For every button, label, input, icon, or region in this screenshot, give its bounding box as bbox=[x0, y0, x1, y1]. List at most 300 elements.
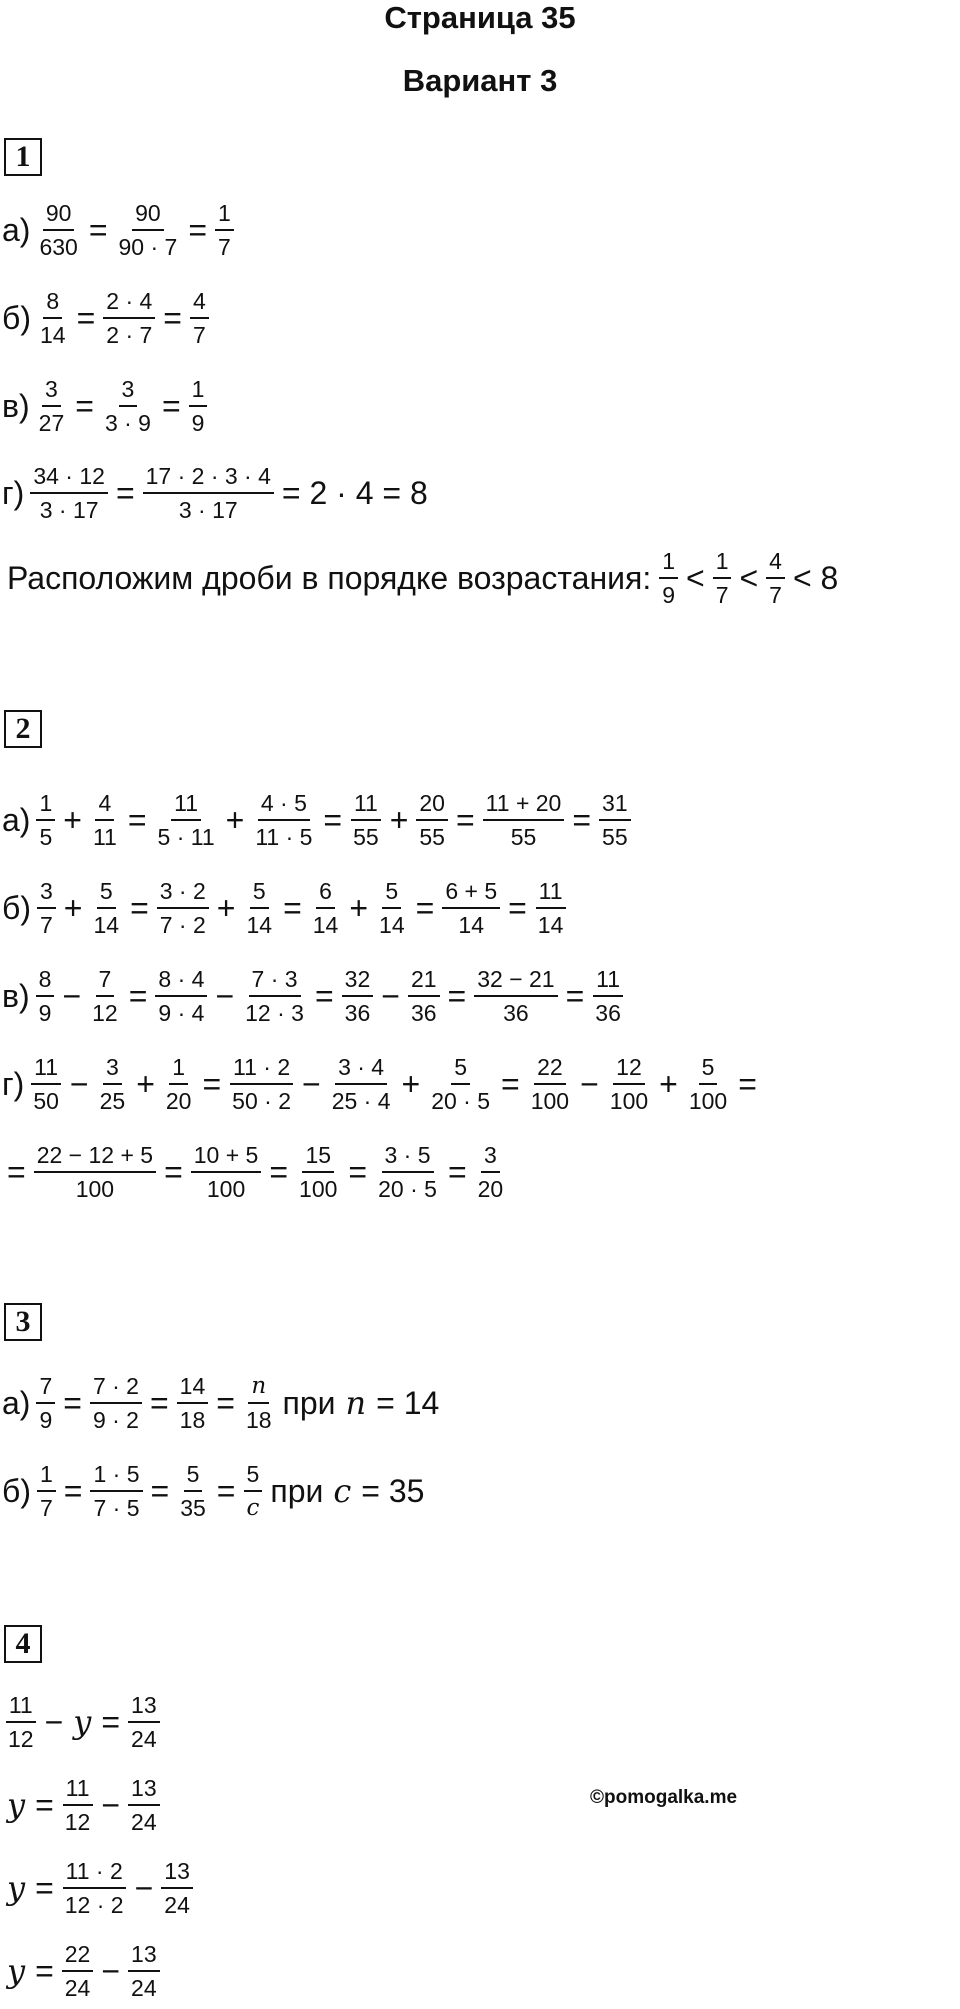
fraction bbox=[143, 463, 274, 523]
item-label: г) bbox=[2, 1065, 25, 1102]
operator: − bbox=[62, 977, 82, 1014]
operator: = bbox=[75, 387, 94, 424]
item-label: в) bbox=[2, 977, 30, 1014]
numerator: 11 bbox=[593, 966, 623, 997]
fraction bbox=[376, 878, 408, 938]
fraction bbox=[90, 1373, 142, 1433]
denominator: 36 bbox=[595, 1000, 621, 1026]
operator: + bbox=[216, 889, 236, 926]
denominator: 50 · 2 bbox=[232, 1088, 291, 1114]
numerator: 4 · 5 bbox=[258, 790, 310, 821]
denominator: 7 bbox=[192, 322, 206, 348]
numerator: 13 bbox=[128, 1775, 160, 1806]
operator: = bbox=[501, 1065, 520, 1102]
numerator: n bbox=[248, 1373, 269, 1404]
fraction bbox=[599, 790, 631, 850]
denominator: 14 bbox=[39, 322, 66, 348]
numerator: 11 bbox=[536, 878, 566, 909]
denominator: 55 bbox=[602, 824, 628, 850]
fraction bbox=[252, 790, 315, 850]
fraction bbox=[483, 790, 565, 850]
numerator: 17 · 2 · 3 · 4 bbox=[143, 463, 274, 494]
fraction bbox=[90, 790, 120, 850]
denominator: 3 · 17 bbox=[178, 497, 238, 523]
operator: − bbox=[44, 1703, 64, 1740]
denominator: 9 bbox=[191, 410, 205, 436]
operator: − bbox=[302, 1065, 321, 1102]
item-label: а) bbox=[2, 801, 31, 838]
fraction bbox=[189, 376, 208, 436]
equation-line bbox=[2, 288, 212, 348]
numerator: 11 · 2 bbox=[63, 1858, 126, 1889]
numerator: 11 bbox=[171, 790, 201, 821]
operator: = bbox=[216, 1384, 235, 1421]
fraction bbox=[686, 1054, 730, 1114]
item-label: г) bbox=[2, 474, 25, 511]
denominator: 55 bbox=[510, 824, 537, 850]
operator: = bbox=[161, 387, 181, 424]
numerator: 14 bbox=[177, 1373, 209, 1404]
operator: = bbox=[455, 801, 475, 838]
fraction bbox=[36, 376, 68, 436]
operator: − bbox=[381, 977, 400, 1014]
fraction bbox=[191, 1142, 262, 1202]
variant-title: Вариант 3 bbox=[402, 63, 558, 98]
numerator: 31 bbox=[599, 790, 631, 821]
operator: = bbox=[76, 299, 96, 336]
fraction bbox=[102, 376, 154, 436]
fraction bbox=[659, 548, 678, 608]
numerator: 1 bbox=[189, 376, 208, 407]
equation-line bbox=[2, 790, 634, 850]
fraction bbox=[34, 1142, 156, 1202]
denominator: 90 · 7 bbox=[118, 234, 178, 260]
numerator: 3 bbox=[103, 1054, 122, 1085]
fraction bbox=[62, 1858, 127, 1918]
operator: − bbox=[215, 977, 235, 1014]
fraction bbox=[161, 1858, 193, 1918]
operator: < bbox=[686, 559, 705, 596]
denominator: 14 bbox=[246, 912, 273, 938]
numerator: 1 bbox=[169, 1054, 188, 1085]
denominator: 50 bbox=[33, 1088, 59, 1114]
fraction bbox=[90, 878, 122, 938]
operator: = bbox=[101, 1703, 121, 1740]
operator: < bbox=[739, 559, 759, 596]
numerator: 5 bbox=[451, 1054, 470, 1085]
fraction bbox=[375, 1142, 440, 1202]
denominator: 25 bbox=[99, 1088, 126, 1114]
fraction bbox=[350, 790, 382, 850]
fraction bbox=[242, 966, 307, 1026]
fraction bbox=[163, 1054, 195, 1114]
equation-line bbox=[2, 376, 210, 436]
denominator: 9 · 2 bbox=[92, 1407, 139, 1433]
operator: − bbox=[134, 1869, 154, 1906]
equation-line bbox=[2, 1054, 762, 1114]
variable: y bbox=[7, 1869, 26, 1907]
text: < 8 bbox=[792, 559, 839, 596]
denominator: 20 · 5 bbox=[431, 1088, 491, 1114]
denominator: 100 bbox=[688, 1088, 728, 1114]
denominator: 9 bbox=[39, 1407, 53, 1433]
numerator: 3 · 4 bbox=[335, 1054, 387, 1085]
numerator: 3 bbox=[481, 1142, 500, 1173]
fraction bbox=[607, 1054, 651, 1114]
denominator: 14 bbox=[458, 912, 484, 938]
numerator: 15 bbox=[302, 1142, 334, 1173]
denominator: 12 · 2 bbox=[64, 1892, 124, 1918]
denominator: 12 · 3 bbox=[245, 1000, 304, 1026]
fraction bbox=[177, 1461, 209, 1521]
operator: = bbox=[127, 801, 147, 838]
operator: = bbox=[314, 977, 334, 1014]
equation-line bbox=[2, 1373, 444, 1433]
numerator: 10 + 5 bbox=[191, 1142, 262, 1173]
fraction bbox=[428, 1054, 493, 1114]
equation-line bbox=[2, 200, 237, 260]
operator: = bbox=[348, 1153, 368, 1190]
fraction bbox=[128, 1775, 160, 1835]
numerator: 3 bbox=[42, 376, 61, 407]
denominator: 14 bbox=[537, 912, 564, 938]
numerator: 22 − 12 + 5 bbox=[34, 1142, 156, 1173]
numerator: 5 bbox=[382, 878, 401, 909]
equation-line bbox=[2, 1461, 429, 1521]
fraction bbox=[62, 1775, 94, 1835]
fraction bbox=[243, 878, 275, 938]
fraction bbox=[310, 878, 342, 938]
numerator: 2 · 4 bbox=[103, 288, 155, 319]
fraction bbox=[62, 1941, 94, 2001]
fraction bbox=[103, 288, 155, 348]
fraction bbox=[90, 1461, 142, 1521]
denominator: 24 bbox=[131, 1726, 157, 1752]
watermark: ©pomogalka.me bbox=[590, 1787, 738, 1808]
fraction bbox=[128, 1941, 160, 2001]
operator: + bbox=[63, 889, 83, 926]
denominator: 630 bbox=[39, 234, 78, 260]
numerator: 90 bbox=[43, 200, 75, 231]
denominator: 5 · 11 bbox=[157, 824, 215, 850]
operator: − bbox=[69, 1065, 89, 1102]
numerator: 13 bbox=[128, 1941, 160, 1972]
task-number-box: 1 bbox=[4, 138, 42, 176]
fraction bbox=[243, 1373, 275, 1433]
numerator: 11 · 2 bbox=[230, 1054, 293, 1085]
fraction bbox=[475, 1142, 507, 1202]
denominator: 2 · 7 bbox=[106, 322, 153, 348]
variable: n bbox=[345, 1384, 367, 1422]
denominator: 12 bbox=[64, 1809, 91, 1835]
operator: = bbox=[115, 474, 135, 511]
denominator: 100 bbox=[75, 1176, 115, 1202]
fraction bbox=[36, 790, 55, 850]
fraction bbox=[97, 1054, 129, 1114]
text: = 2 · 4 = 8 bbox=[281, 474, 428, 511]
fraction bbox=[474, 966, 557, 1026]
numerator: 3 · 5 bbox=[382, 1142, 434, 1173]
fraction bbox=[243, 1461, 262, 1521]
denominator: 9 bbox=[662, 582, 675, 608]
variable: y bbox=[7, 1952, 26, 1990]
fraction bbox=[190, 288, 209, 348]
fraction bbox=[37, 1461, 56, 1521]
item-label: б) bbox=[2, 299, 31, 336]
fraction bbox=[535, 878, 567, 938]
operator: − bbox=[580, 1065, 599, 1102]
text: Расположим дроби в порядке возрастания: bbox=[7, 559, 652, 596]
operator: − bbox=[101, 1786, 121, 1823]
numerator: 3 · 2 bbox=[157, 878, 209, 909]
task-number-box: 2 bbox=[4, 710, 42, 748]
operator: = bbox=[415, 889, 435, 926]
denominator: 9 bbox=[38, 1000, 52, 1026]
equation-line bbox=[2, 548, 843, 608]
numerator: 1 bbox=[37, 1461, 56, 1492]
fraction bbox=[36, 966, 55, 1026]
denominator: 35 bbox=[180, 1495, 206, 1521]
denominator: 100 bbox=[206, 1176, 246, 1202]
numerator: 7 · 3 bbox=[249, 966, 301, 997]
numerator: 6 + 5 bbox=[442, 878, 500, 909]
numerator: 11 bbox=[351, 790, 381, 821]
numerator: 7 bbox=[96, 966, 115, 997]
operator: = bbox=[447, 1153, 467, 1190]
fraction bbox=[128, 1692, 160, 1752]
fraction bbox=[37, 288, 69, 348]
numerator: 11 bbox=[63, 1775, 93, 1806]
operator: = bbox=[202, 1065, 222, 1102]
page-title: Страница 35 bbox=[384, 0, 576, 35]
denominator: 7 bbox=[218, 234, 231, 260]
denominator: 55 bbox=[353, 824, 379, 850]
numerator: 20 bbox=[416, 790, 448, 821]
operator: = bbox=[63, 1384, 82, 1421]
denominator: 18 bbox=[179, 1407, 206, 1433]
numerator: 7 · 2 bbox=[90, 1373, 142, 1404]
operator: = bbox=[128, 977, 148, 1014]
numerator: 1 bbox=[713, 548, 732, 579]
operator: = bbox=[150, 1472, 170, 1509]
variable: y bbox=[73, 1703, 92, 1741]
denominator: 24 bbox=[164, 1892, 190, 1918]
denominator: 100 bbox=[609, 1088, 649, 1114]
operator: = bbox=[149, 1384, 169, 1421]
numerator: 22 bbox=[534, 1054, 566, 1085]
denominator: 12 bbox=[92, 1000, 118, 1026]
operator: = bbox=[323, 801, 343, 838]
numerator: 5 bbox=[97, 878, 116, 909]
fraction bbox=[30, 463, 108, 523]
fraction bbox=[30, 1054, 62, 1114]
operator: = bbox=[508, 889, 527, 926]
denominator: c bbox=[246, 1495, 260, 1521]
fraction bbox=[329, 1054, 394, 1114]
variable: c bbox=[333, 1472, 352, 1510]
numerator: 11 bbox=[6, 1692, 36, 1723]
numerator: 13 bbox=[161, 1858, 193, 1889]
numerator: 3 bbox=[37, 878, 56, 909]
denominator: 20 bbox=[477, 1176, 504, 1202]
denominator: 55 bbox=[419, 824, 445, 850]
denominator: 3 · 9 bbox=[104, 410, 151, 436]
equation-line bbox=[2, 1941, 163, 2001]
denominator: 11 · 5 bbox=[255, 824, 313, 850]
denominator: 7 · 5 bbox=[93, 1495, 140, 1521]
numerator: 22 bbox=[62, 1941, 94, 1972]
denominator: 7 bbox=[39, 912, 53, 938]
fraction bbox=[37, 878, 56, 938]
numerator: 8 bbox=[43, 288, 62, 319]
item-label: а) bbox=[2, 211, 31, 248]
denominator: 14 bbox=[379, 912, 405, 938]
denominator: 24 bbox=[131, 1809, 157, 1835]
operator: = bbox=[447, 977, 467, 1014]
operator: = bbox=[565, 977, 585, 1014]
text: = 35 bbox=[361, 1472, 425, 1509]
numerator: 5 bbox=[184, 1461, 203, 1492]
denominator: 14 bbox=[312, 912, 339, 938]
denominator: 7 bbox=[39, 1495, 53, 1521]
operator: = bbox=[7, 1153, 26, 1190]
denominator: 24 bbox=[64, 1975, 91, 2001]
operator: = bbox=[35, 1869, 54, 1906]
denominator: 7 bbox=[769, 582, 782, 608]
denominator: 27 bbox=[38, 410, 65, 436]
equation-line bbox=[2, 1775, 163, 1835]
equation-line bbox=[2, 966, 627, 1026]
operator: = bbox=[216, 1472, 236, 1509]
denominator: 36 bbox=[344, 1000, 371, 1026]
text: при bbox=[270, 1472, 324, 1509]
numerator: 5 bbox=[244, 1461, 263, 1492]
operator: + bbox=[389, 801, 409, 838]
operator: − bbox=[101, 1952, 121, 1989]
denominator: 100 bbox=[530, 1088, 570, 1114]
text: при bbox=[282, 1384, 336, 1421]
item-label: в) bbox=[2, 387, 30, 424]
numerator: 1 bbox=[659, 548, 678, 579]
operator: = bbox=[269, 1153, 289, 1190]
numerator: 4 bbox=[95, 790, 114, 821]
numerator: 4 bbox=[190, 288, 209, 319]
operator: = bbox=[130, 889, 149, 926]
operator: = bbox=[572, 801, 592, 838]
equation-line bbox=[2, 1858, 196, 1918]
fraction bbox=[177, 1373, 209, 1433]
fraction bbox=[528, 1054, 572, 1114]
numerator: 11 + 20 bbox=[483, 790, 565, 821]
fraction bbox=[155, 790, 218, 850]
numerator: 5 bbox=[699, 1054, 718, 1085]
fraction bbox=[36, 200, 80, 260]
denominator: 20 bbox=[165, 1088, 192, 1114]
fraction bbox=[442, 878, 500, 938]
denominator: 20 · 5 bbox=[378, 1176, 437, 1202]
denominator: 7 · 2 bbox=[159, 912, 206, 938]
numerator: 1 bbox=[215, 200, 234, 231]
equation-line bbox=[2, 1692, 163, 1752]
denominator: 5 bbox=[39, 824, 53, 850]
equation-line bbox=[2, 463, 433, 523]
equation-line bbox=[2, 878, 569, 938]
operator: + bbox=[659, 1065, 678, 1102]
operator: = bbox=[283, 889, 302, 926]
fraction bbox=[36, 1373, 55, 1433]
denominator: 100 bbox=[299, 1176, 338, 1202]
variable: y bbox=[7, 1786, 26, 1824]
fraction bbox=[5, 1692, 37, 1752]
fraction bbox=[342, 966, 374, 1026]
numerator: 32 − 21 bbox=[474, 966, 557, 997]
operator: = bbox=[88, 211, 108, 248]
item-label: б) bbox=[2, 889, 31, 926]
denominator: 18 bbox=[245, 1407, 272, 1433]
operator: = bbox=[164, 1153, 183, 1190]
fraction bbox=[766, 548, 785, 608]
equation-line bbox=[2, 1142, 509, 1202]
fraction bbox=[116, 200, 181, 260]
denominator: 36 bbox=[503, 1000, 529, 1026]
fraction bbox=[89, 966, 121, 1026]
fraction bbox=[713, 548, 732, 608]
numerator: 7 bbox=[36, 1373, 55, 1404]
fraction bbox=[592, 966, 624, 1026]
denominator: 14 bbox=[93, 912, 120, 938]
denominator: 24 bbox=[131, 1975, 157, 2001]
numerator: 1 · 5 bbox=[90, 1461, 142, 1492]
text: = 14 bbox=[376, 1384, 440, 1421]
denominator: 3 · 17 bbox=[39, 497, 99, 523]
fraction bbox=[408, 966, 440, 1026]
operator: = bbox=[738, 1065, 757, 1102]
operator: = bbox=[188, 211, 208, 248]
operator: = bbox=[63, 1472, 83, 1509]
numerator: 8 · 4 bbox=[155, 966, 207, 997]
numerator: 1 bbox=[36, 790, 55, 821]
fraction bbox=[155, 966, 207, 1026]
fraction bbox=[416, 790, 448, 850]
task-number-box: 3 bbox=[4, 1303, 42, 1341]
operator: + bbox=[349, 889, 369, 926]
denominator: 11 bbox=[92, 824, 117, 850]
numerator: 6 bbox=[316, 878, 335, 909]
denominator: 7 bbox=[715, 582, 729, 608]
fraction bbox=[296, 1142, 340, 1202]
operator: = bbox=[35, 1786, 54, 1823]
denominator: 25 · 4 bbox=[331, 1088, 391, 1114]
operator: = bbox=[163, 299, 182, 336]
fraction bbox=[157, 878, 209, 938]
operator: + bbox=[225, 801, 245, 838]
item-label: а) bbox=[2, 1384, 31, 1421]
task-number-box: 4 bbox=[4, 1625, 42, 1663]
fraction bbox=[229, 1054, 294, 1114]
numerator: 3 bbox=[119, 376, 138, 407]
denominator: 9 · 4 bbox=[158, 1000, 205, 1026]
numerator: 11 bbox=[31, 1054, 61, 1085]
fraction bbox=[215, 200, 234, 260]
numerator: 8 bbox=[36, 966, 55, 997]
operator: + bbox=[401, 1065, 421, 1102]
denominator: 12 bbox=[8, 1726, 34, 1752]
numerator: 90 bbox=[132, 200, 164, 231]
numerator: 4 bbox=[766, 548, 785, 579]
operator: + bbox=[63, 801, 82, 838]
numerator: 13 bbox=[128, 1692, 160, 1723]
numerator: 34 · 12 bbox=[30, 463, 108, 494]
